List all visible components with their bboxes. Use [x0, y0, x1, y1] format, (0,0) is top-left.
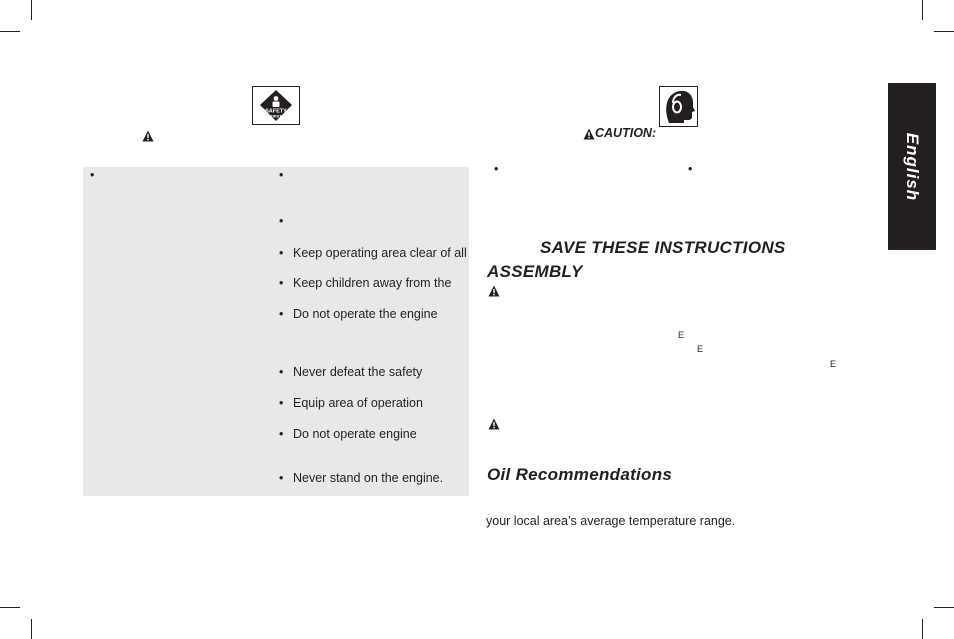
- oil-recommendations-heading: Oil Recommendations: [487, 465, 673, 484]
- bullet: •: [279, 365, 284, 379]
- crop-mark: [934, 607, 954, 608]
- bullet: •: [279, 427, 284, 441]
- warning-icon: [488, 285, 500, 297]
- crop-mark: [31, 0, 32, 20]
- bullet: •: [279, 307, 284, 321]
- crop-mark: [922, 0, 923, 20]
- crop-mark: [934, 31, 954, 32]
- crop-mark: [0, 607, 20, 608]
- list-item: • Do not operate engine: [279, 427, 417, 441]
- bullet: •: [494, 162, 499, 176]
- crop-mark: [31, 619, 32, 639]
- callout-mark: E: [830, 359, 837, 369]
- bullet: •: [279, 168, 284, 182]
- caution-label: CAUTION:: [595, 126, 657, 140]
- list-item: • Never defeat the safety: [279, 365, 423, 379]
- list-item: • Equip area of operation: [279, 396, 423, 410]
- callout-mark: E: [697, 344, 704, 354]
- language-tab: [888, 83, 936, 250]
- list-item: [279, 168, 293, 183]
- assembly-heading: ASSEMBLY: [487, 262, 583, 281]
- list-item: • Keep children away from the: [279, 276, 452, 290]
- save-instructions-heading: SAVE THESE INSTRUCTIONS: [540, 238, 786, 257]
- list-item: [90, 168, 104, 183]
- callout-mark: E: [678, 330, 685, 340]
- warning-icon: [142, 130, 154, 142]
- bullet: •: [279, 214, 284, 228]
- bullet: •: [90, 168, 95, 182]
- crop-mark: [0, 31, 20, 32]
- list-item: [279, 214, 293, 229]
- list-item: • Keep operating area clear of all: [279, 246, 467, 260]
- hearing-protection-icon: [659, 86, 698, 127]
- safety-label-bottom: FIRST: [270, 114, 282, 119]
- safety-first-icon: [252, 86, 300, 125]
- bullet: •: [279, 396, 284, 410]
- crop-mark: [922, 619, 923, 639]
- bullet: •: [688, 162, 693, 176]
- warning-icon: [488, 418, 500, 430]
- bullet: •: [279, 471, 284, 485]
- list-item: • Never stand on the engine.: [279, 471, 444, 485]
- language-tab-label: English: [903, 132, 922, 201]
- warning-box: [83, 167, 469, 496]
- safety-label-top: SAFETY: [265, 108, 287, 115]
- bullet: •: [279, 276, 284, 290]
- oil-text: your local area’s average temperature range.: [486, 514, 736, 528]
- list-item: • Do not operate the engine: [279, 307, 438, 321]
- bullet: •: [279, 246, 284, 260]
- warning-icon: [583, 128, 595, 140]
